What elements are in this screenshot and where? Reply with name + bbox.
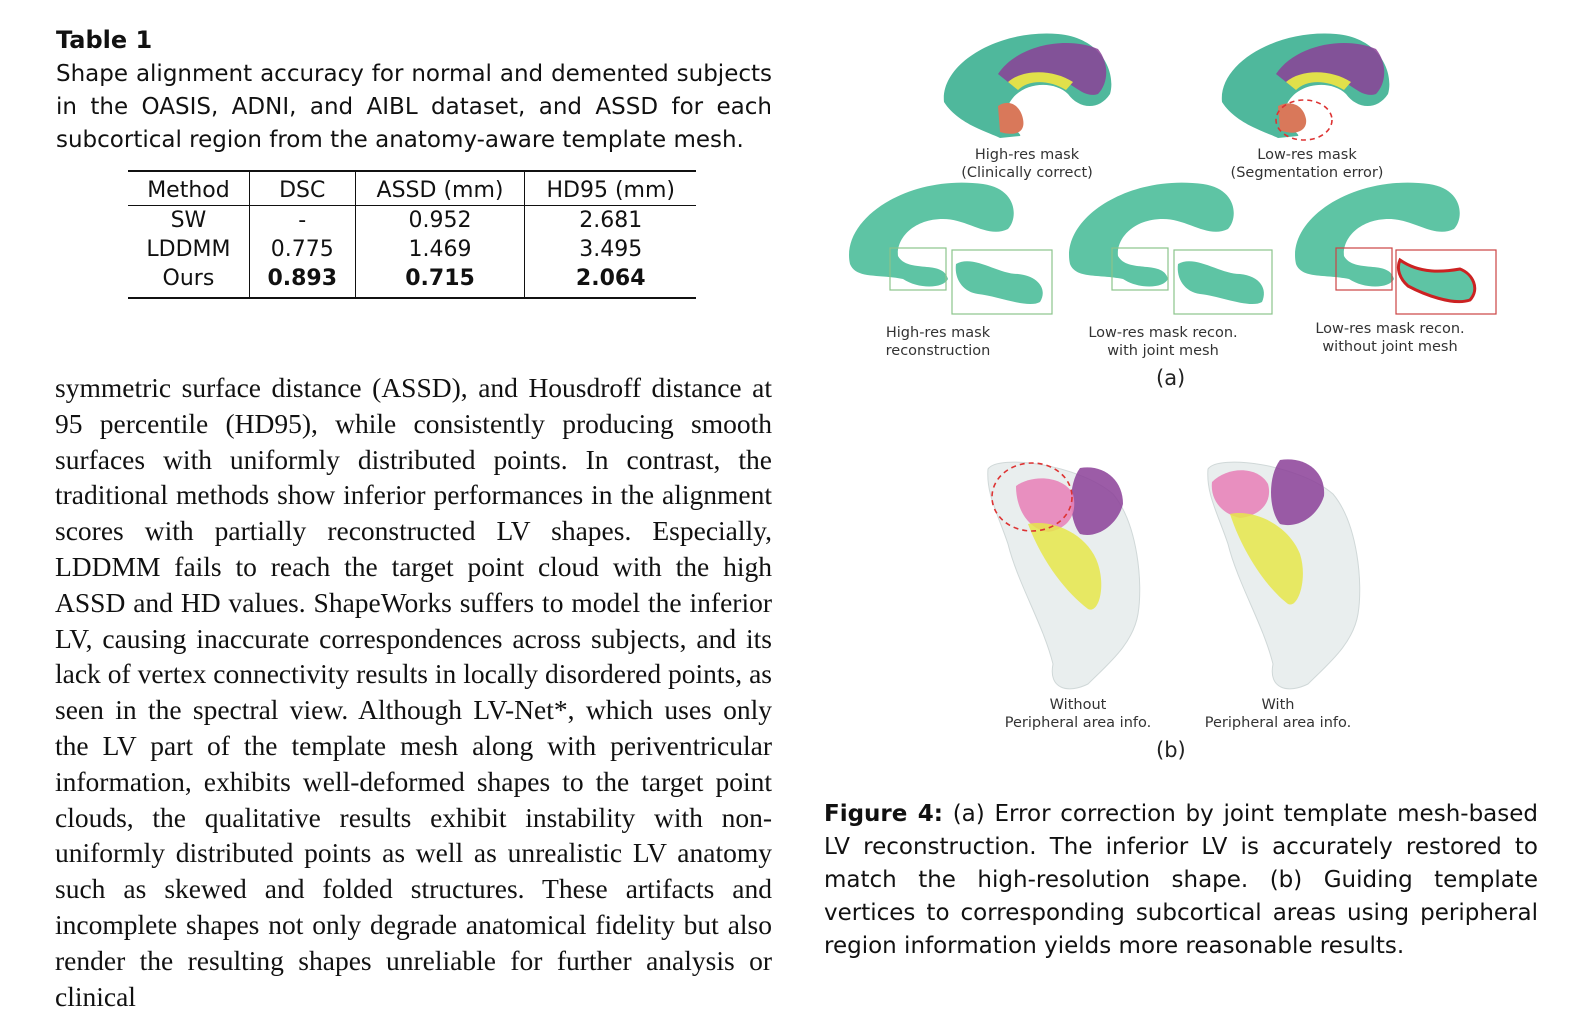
results-table	[128, 170, 696, 299]
cell-hd95: 2.681	[579, 208, 643, 233]
peripheral-without-render	[988, 462, 1140, 689]
figure-caption	[824, 798, 1538, 963]
cell-hd95-best: 2.064	[575, 266, 646, 291]
body-paragraph	[55, 370, 772, 1014]
cell-assd: 1.469	[355, 235, 525, 264]
table-header-row	[128, 171, 696, 206]
cell-method: SW	[128, 206, 249, 236]
column-header-hd95: HD95 (mm)	[525, 171, 696, 206]
label-with-joint-mesh: with joint mesh	[1107, 343, 1219, 359]
cell-method: LDDMM	[128, 235, 249, 264]
figure-4	[848, 24, 1538, 784]
panel-b-label: (b)	[1156, 738, 1186, 762]
body-text: symmetric surface distance (ASSD), and Housdroff distance at 95 percentile (HD95), while consistently producing smooth surfaces with uniformly distributed points. In contrast, the traditional methods show inferior performances in the alignment scores with partially reconstructed LV shapes. Especially, LDDMM fails to reach the target point cloud with the high ASSD and HD values. ShapeWorks suffers to model the inferior LV, causing inaccurate correspondences across subjects, and its lack of vertex connectivity results in locally disordered points, as seen in the spectral view. Although LV-Net*, which uses only the LV part of the template mesh along with periventricular information, exhibits well-deformed shapes to the target point clouds, the qualitative results exhibit instability with non-uniformly distributed points as well as unrealistic LV anatomy such as skewed and folded structures. These artifacts and incomplete shapes not only degrade anatomical fidelity but also render the resulting shapes unreliable for further analysis or clinical	[55, 372, 772, 1012]
table-row	[128, 235, 696, 264]
label-low-res-mask: Low-res mask	[1257, 147, 1357, 163]
label-high-res-mask: High-res mask	[974, 147, 1080, 163]
label-peripheral-area-info-left: Peripheral area info.	[1004, 715, 1152, 731]
cell-assd-best: 0.715	[355, 264, 525, 298]
label-with: With	[1261, 697, 1295, 713]
high-res-mask-render	[944, 34, 1112, 138]
panel-a-label: (a)	[1156, 366, 1186, 390]
column-header-dsc: DSC	[249, 171, 355, 206]
label-high-res-recon: High-res mask	[885, 325, 991, 341]
cell-method: Ours	[128, 264, 249, 298]
mesh-render-1	[849, 183, 1052, 314]
peripheral-with-render	[1208, 459, 1360, 688]
label-peripheral-area-info-right: Peripheral area info.	[1204, 715, 1352, 731]
mesh-render-3	[1295, 183, 1496, 314]
table-title: Table 1	[56, 26, 153, 54]
label-without-joint-mesh: without joint mesh	[1322, 339, 1458, 355]
cell-assd: 0.952	[355, 206, 525, 236]
low-res-mask-render	[1222, 34, 1390, 140]
figure-illustration	[848, 24, 1538, 784]
label-segmentation-error: (Segmentation error)	[1230, 165, 1384, 181]
label-reconstruction: reconstruction	[885, 343, 991, 359]
cell-dsc: -	[249, 206, 355, 236]
table-caption: Shape alignment accuracy for normal and demented subjects in the OASIS, ADNI, and AIBL dataset, and ASSD for each subcortical region from the anatomy-aware template mesh.	[56, 61, 772, 153]
label-clinically-correct: (Clinically correct)	[961, 165, 1093, 181]
figure-caption-text: (a) Error correction by joint template mesh-based LV reconstruction. The inferior LV is accurately restored to match the high-resolution shape. (b) Guiding template vertices to corresponding subcortical areas using peripheral region information yields more reasonable results.	[824, 801, 1538, 959]
label-low-res-recon-joint: Low-res mask recon.	[1088, 325, 1238, 341]
column-header-method: Method	[128, 171, 249, 206]
label-low-res-recon-no-joint: Low-res mask recon.	[1315, 321, 1465, 337]
cell-hd95: 3.495	[579, 237, 643, 262]
table-row	[128, 264, 696, 298]
label-without: Without	[1049, 697, 1107, 713]
mesh-render-2	[1069, 183, 1272, 314]
column-header-assd: ASSD (mm)	[355, 171, 525, 206]
cell-dsc: 0.775	[249, 235, 355, 264]
figure-caption-label: Figure 4:	[824, 801, 943, 827]
cell-dsc-best: 0.893	[249, 264, 355, 298]
table-row	[128, 206, 696, 236]
